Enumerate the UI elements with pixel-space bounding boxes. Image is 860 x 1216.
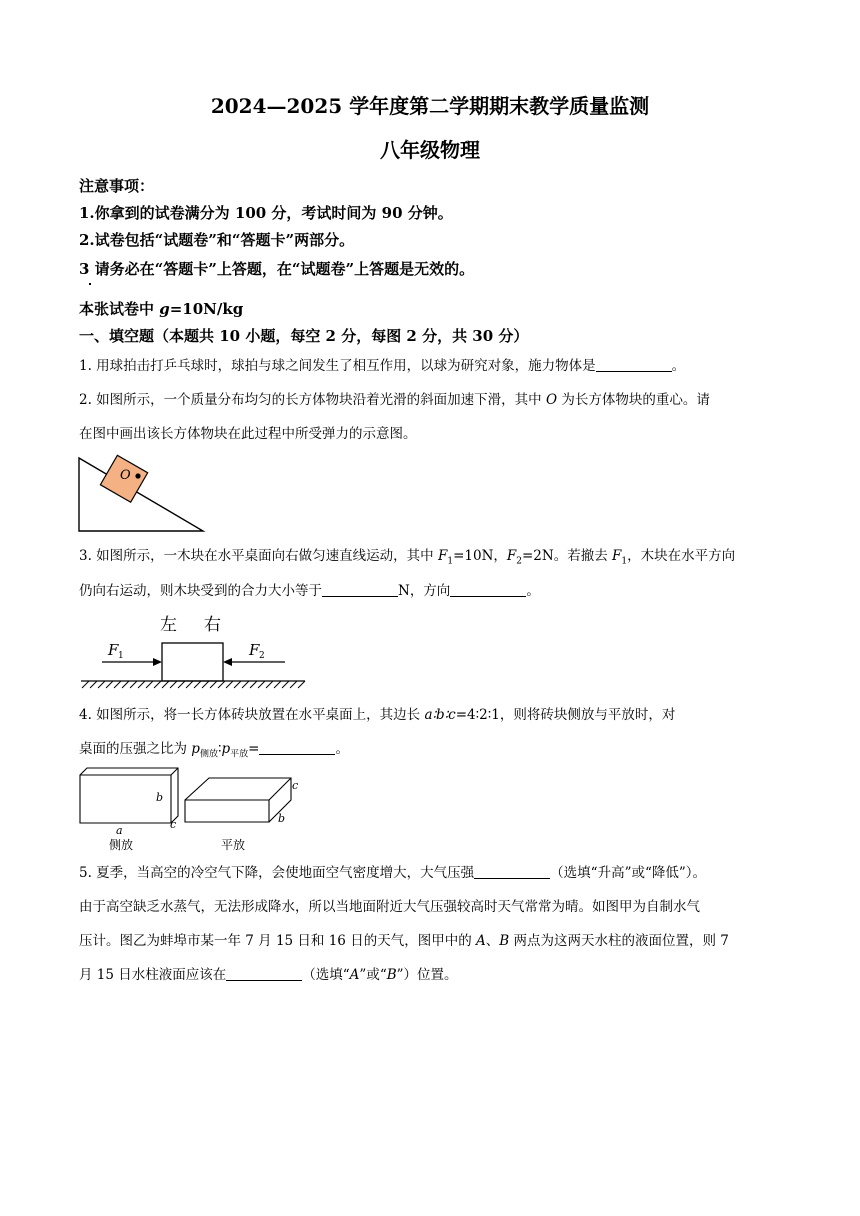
gravity-var: g xyxy=(159,300,170,318)
side-label-b: b xyxy=(156,791,164,804)
label-right: 右 xyxy=(204,615,221,635)
question-2-line-1 xyxy=(79,390,710,410)
q5-line4-c: ”或“ xyxy=(359,967,387,983)
q3-f1-sub: 1 xyxy=(447,556,454,567)
q3-f2-sub: 2 xyxy=(516,556,522,567)
table-hatching xyxy=(82,681,305,688)
q1-answer-blank[interactable] xyxy=(596,357,672,372)
label-f1-sub: 1 xyxy=(118,651,124,661)
gravity-constant xyxy=(79,298,243,319)
q5-sep: 、 xyxy=(485,933,500,949)
center-label-o: O xyxy=(120,468,131,483)
q5-answer-blank-2[interactable] xyxy=(226,966,302,981)
q5-var-a: A xyxy=(475,933,486,949)
q3-f2-val: =2N。若撤去 xyxy=(522,548,613,564)
gravity-value: =10N/kg xyxy=(169,300,244,318)
label-left: 左 xyxy=(160,615,177,635)
center-of-mass-dot xyxy=(135,473,140,478)
q3-f1-val: =10N， xyxy=(453,548,507,564)
question-3-line-1 xyxy=(79,546,735,572)
q3-line1-a: 3. 如图所示，一木块在水平桌面向右做匀速直线运动，其中 xyxy=(79,548,438,564)
q3-f1: F xyxy=(437,548,448,564)
q4-eq: = xyxy=(248,741,260,757)
flat-caption: 平放 xyxy=(221,838,246,852)
section1-heading: 一、填空题（本题共 10 小题，每空 2 分，每图 2 分，共 30 分） xyxy=(79,327,529,345)
question-4-line-1 xyxy=(79,705,675,725)
q5-line1-a: 5. 夏季，当高空的冷空气下降，会使地面空气密度增大，大气压强 xyxy=(79,865,475,881)
arrow-f2-head xyxy=(223,658,232,666)
q5-line4-d: ”）位置。 xyxy=(396,967,458,983)
side-label-c: c xyxy=(170,818,177,831)
arrow-f1-head xyxy=(153,658,162,666)
q3-f2: F xyxy=(506,548,517,564)
q4-answer-blank[interactable] xyxy=(259,740,335,755)
stray-dot xyxy=(89,283,91,285)
q4-p-side: p xyxy=(191,741,200,757)
q5-opt-b: B xyxy=(386,967,397,983)
q4-colon: ∶ xyxy=(217,741,222,757)
q3-answer-blank-1[interactable] xyxy=(322,582,398,597)
question-5-line-2: 由于高空缺乏水蒸气，无法形成降水，所以当地面附近大气压强较高时天气常常为晴。如图甲为自制水气 xyxy=(79,899,700,915)
q4-sub-flat: 平放 xyxy=(230,749,249,760)
q1-text: 1. 用球拍击打乒乓球时，球拍与球之间发生了相互作用，以球为研究对象，施力物体是 xyxy=(79,358,596,374)
question-5-line-3 xyxy=(79,931,729,951)
q3-line2-a: 仍向右运动，则木块受到的合力大小等于 xyxy=(79,583,322,599)
q3-f1-ref-sub: 1 xyxy=(621,556,628,567)
exam-title: 2024—2025 学年度第二学期期末教学质量监测 xyxy=(210,94,650,118)
label-f2-sub: 2 xyxy=(259,651,265,661)
q4-line1-a: 4. 如图所示，将一长方体砖块放置在水平桌面上，其边长 xyxy=(79,707,425,723)
q5-line4-b: （选填“ xyxy=(302,967,350,983)
q1-end: 。 xyxy=(671,358,686,374)
force-figure xyxy=(78,608,310,690)
q5-line1-b: （选填“升高”或“降低”）。 xyxy=(550,865,707,881)
question-2-line-2: 在图中画出该长方体物块在此过程中所受弹力的示意图。 xyxy=(79,426,417,442)
notice-item-3: 3 请务必在“答题卡”上答题，在“试题卷”上答题是无效的。 xyxy=(79,260,475,278)
q3-line2-b: N，方向 xyxy=(398,583,451,599)
q5-opt-a: A xyxy=(349,967,360,983)
q2-line1-a: 2. 如图所示，一个质量分布均匀的长方体物块沿着光滑的斜面加速下滑，其中 xyxy=(79,392,546,408)
notice-item-2: 2.试卷包括“试题卷”和“答题卡”两部分。 xyxy=(79,231,355,249)
q5-line3-b: 两点为这两天水柱的液面位置，则 7 xyxy=(509,933,729,949)
incline-figure xyxy=(76,452,206,534)
question-4-line-2 xyxy=(79,739,349,765)
side-caption: 侧放 xyxy=(109,838,134,852)
gravity-prefix: 本张试卷中 xyxy=(79,300,160,318)
flat-label-b: b xyxy=(278,812,286,825)
question-5-line-1 xyxy=(79,863,706,883)
q5-answer-blank-1[interactable] xyxy=(474,864,550,879)
q4-end: 。 xyxy=(335,741,349,757)
notice-item-1: 1.你拿到的试卷满分为 100 分，考试时间为 90 分钟。 xyxy=(79,204,453,222)
q3-line2-end: 。 xyxy=(526,583,540,599)
q3-answer-blank-2[interactable] xyxy=(450,582,526,597)
q3-line1-end: ，木块在水平方向 xyxy=(627,548,736,564)
q3-f1-ref: F xyxy=(612,548,622,564)
brick-flat-placement xyxy=(185,778,291,822)
brick-side-placement xyxy=(80,768,178,823)
brick-figure xyxy=(76,764,308,856)
flat-label-c: c xyxy=(292,779,299,792)
question-3-line-2 xyxy=(79,581,540,601)
q2-line1-b: 为长方体物块的重心。请 xyxy=(557,392,710,408)
q2-var-o: O xyxy=(545,392,558,408)
label-f1: F xyxy=(108,641,119,659)
q4-p-flat: p xyxy=(221,741,231,757)
notice-heading: 注意事项： xyxy=(79,177,155,195)
label-f2: F xyxy=(249,641,260,659)
q4-ratio: a∶b∶c xyxy=(424,707,456,723)
q5-var-b: B xyxy=(499,933,510,949)
q5-line3-a: 压计。图乙为蚌埠市某一年 7 月 15 日和 16 日的天气，图甲中的 xyxy=(79,933,476,949)
q4-line1-b: =4∶2∶1，则将砖块侧放与平放时，对 xyxy=(455,707,676,723)
side-label-a: a xyxy=(116,824,123,837)
q5-line4-a: 月 15 日水柱液面应该在 xyxy=(79,967,227,983)
q4-sub-side: 侧放 xyxy=(199,749,218,760)
exam-subtitle: 八年级物理 xyxy=(380,138,480,162)
question-1 xyxy=(79,356,685,376)
q4-line2-a: 桌面的压强之比为 xyxy=(79,741,192,757)
wood-block xyxy=(162,643,223,681)
question-5-line-4 xyxy=(79,965,458,985)
